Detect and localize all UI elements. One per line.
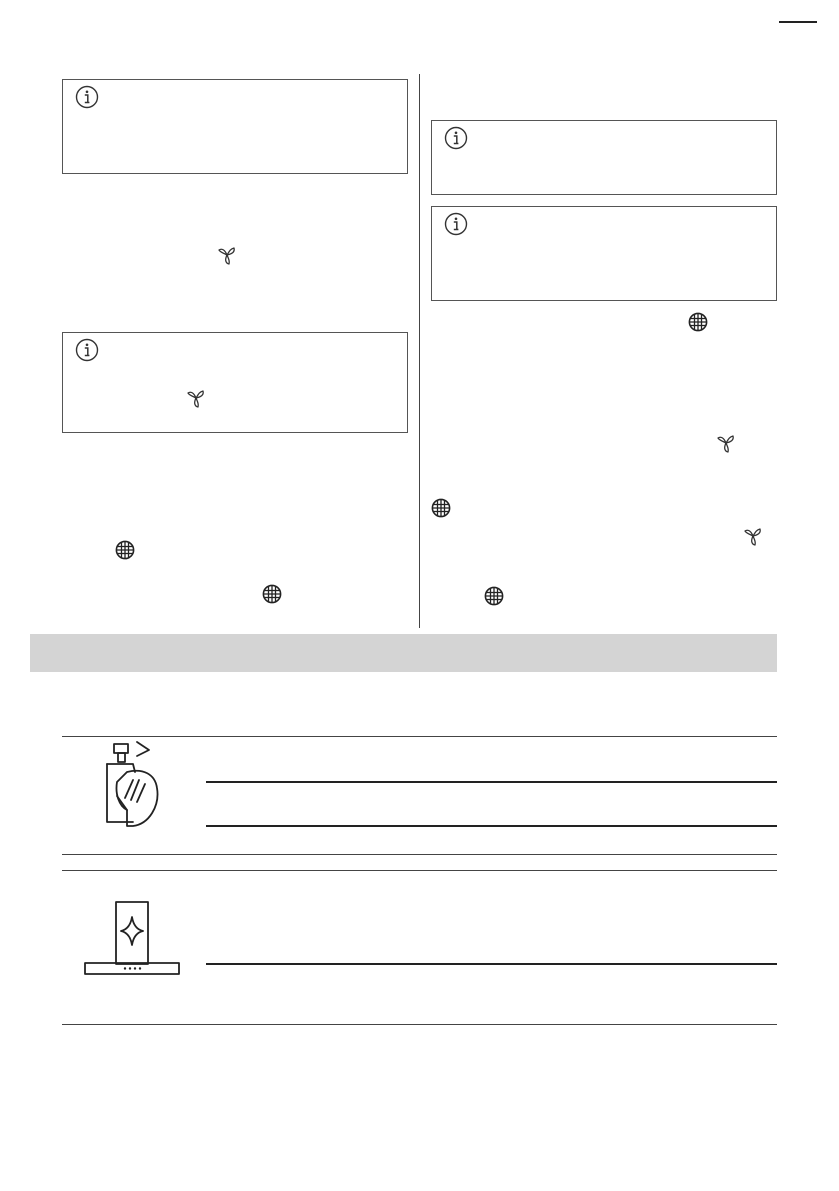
info-icon (75, 85, 99, 109)
grease-filter-icon (262, 584, 282, 604)
header-rule (779, 21, 817, 23)
column-divider (419, 74, 420, 628)
info-box-1 (62, 79, 408, 174)
info-box-4 (431, 206, 777, 301)
spray-cleaning-icon (97, 740, 163, 828)
hood-clean-icon (84, 901, 182, 977)
info-box-3 (431, 120, 777, 195)
table-rule (62, 854, 777, 855)
table-rule (62, 1024, 777, 1025)
table-rule (206, 963, 777, 965)
fan-icon (216, 244, 238, 266)
info-icon (444, 126, 468, 150)
section-heading-band (30, 634, 777, 672)
fan-icon (185, 387, 207, 409)
table-rule (62, 736, 777, 737)
fan-icon (715, 432, 737, 454)
grease-filter-icon (688, 312, 708, 332)
grease-filter-icon (484, 586, 504, 606)
table-rule (206, 825, 777, 827)
grease-filter-icon (431, 498, 451, 518)
info-icon (444, 212, 468, 236)
table-rule (62, 870, 777, 871)
table-rule (206, 781, 777, 783)
fan-icon (742, 525, 764, 547)
info-box-2 (62, 332, 408, 433)
grease-filter-icon (115, 540, 135, 560)
info-icon (75, 338, 99, 362)
